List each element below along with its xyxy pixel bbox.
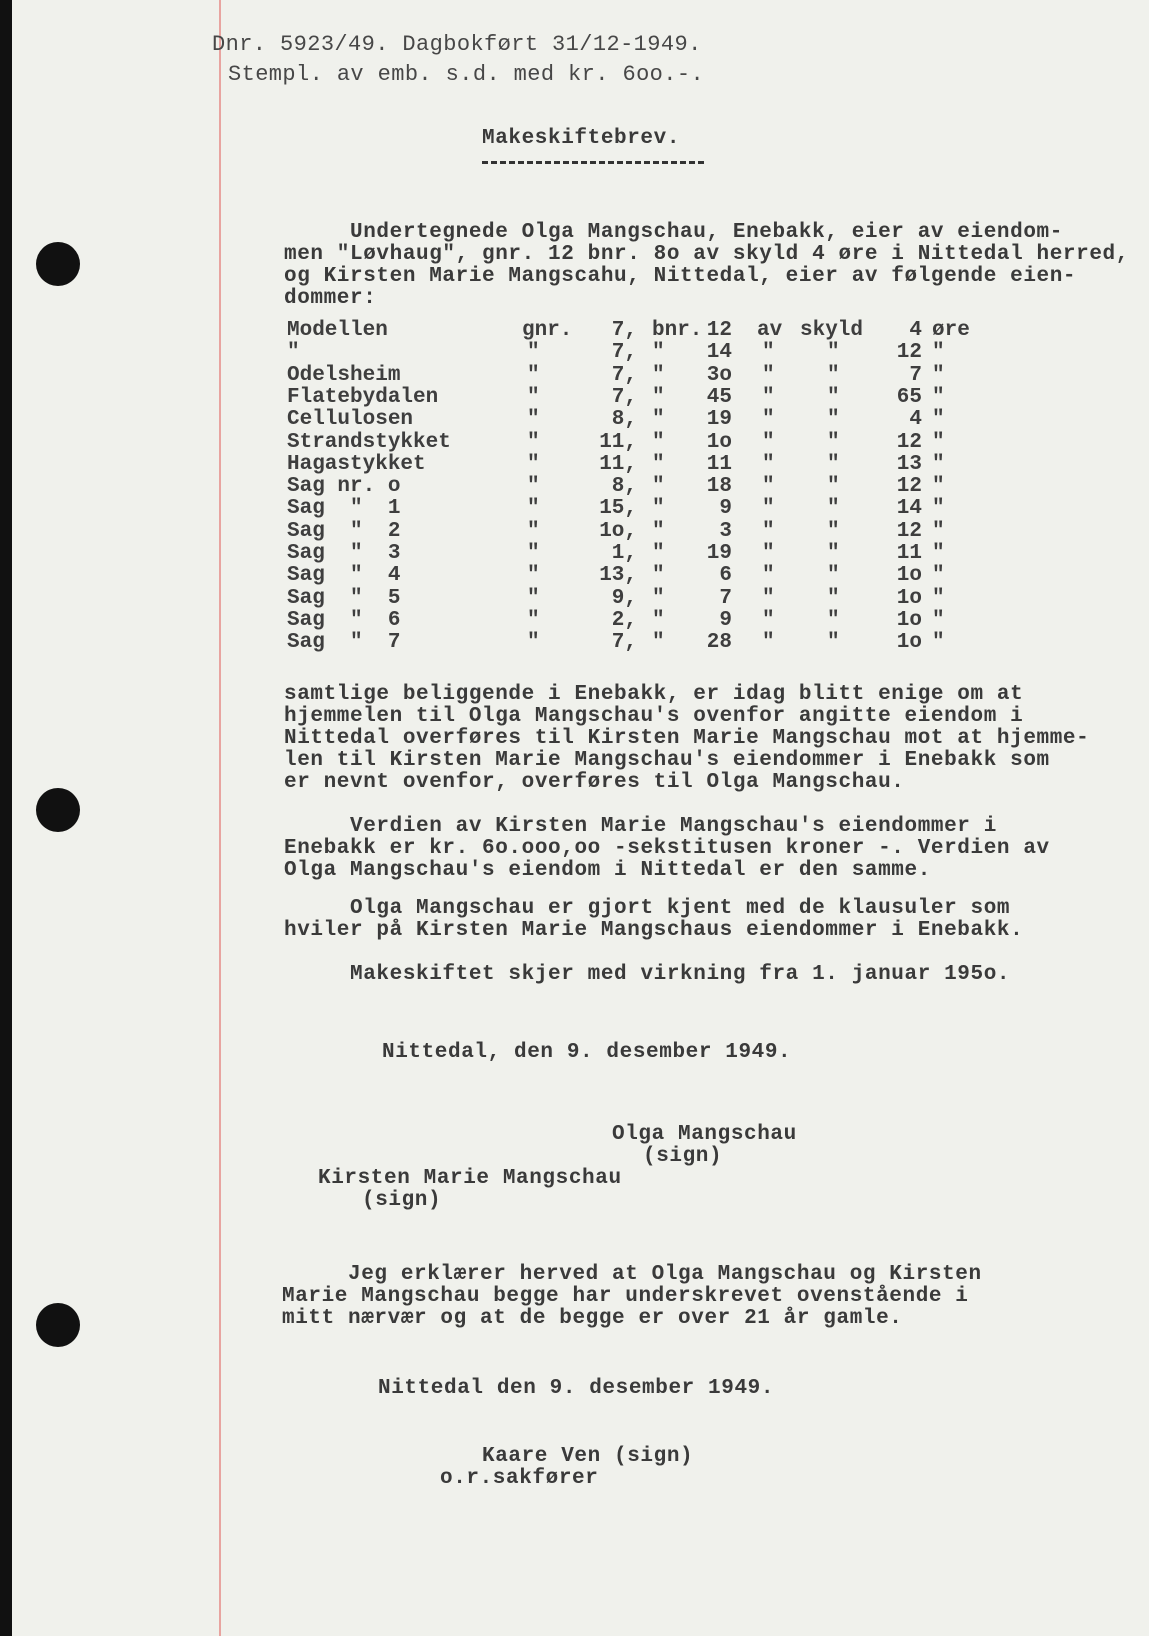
skyld-value: 1o [896, 608, 922, 632]
av-label: av [757, 319, 783, 342]
ditto-mark: " [527, 608, 540, 632]
ditto-mark: " [527, 631, 540, 655]
unit-value: " [932, 408, 945, 432]
place-date: Nittedal, den 9. desember 1949. [382, 1041, 792, 1064]
text-line: hjemmelen til Olga Mangschau's ovenfor angitte eiendom i [284, 705, 1024, 728]
ditto-mark: " [762, 341, 775, 365]
unit-value: " [932, 608, 945, 632]
property-name: Sag nr. o [287, 475, 401, 499]
unit-value: " [932, 475, 945, 499]
stamp-line: Stempl. av emb. s.d. med kr. 6oo.-. [228, 62, 705, 87]
ditto-mark: " [762, 631, 775, 655]
place-date: Nittedal den 9. desember 1949. [378, 1377, 775, 1400]
skyld-value: 12 [896, 430, 922, 454]
text-line: Jeg erklærer herved at Olga Mangschau og Kirsten [282, 1263, 982, 1286]
bnr-value: 19 [706, 408, 732, 432]
gnr-value: 7, [611, 363, 637, 387]
bnr-value: 3o [706, 363, 732, 387]
witness-title: o.r.sakfører [440, 1467, 599, 1490]
ditto-mark: " [827, 475, 840, 499]
ditto-mark: " [762, 519, 775, 543]
gnr-value: 1o, [599, 519, 637, 543]
document-title: Makeskiftebrev. [482, 127, 681, 150]
skyld-value: 4 [909, 408, 922, 432]
ditto-mark: " [827, 363, 840, 387]
ditto-mark: " [652, 542, 665, 565]
skyld-value: 11 [896, 542, 922, 565]
text-line: len til Kirsten Marie Mangschau's eiendommer i Enebakk som [284, 749, 1050, 772]
ditto-mark: " [527, 564, 540, 588]
ditto-mark: " [762, 608, 775, 632]
bnr-value: 18 [706, 475, 732, 499]
skyld-value: 4 [909, 319, 922, 342]
signature-kirsten-name: Kirsten Marie Mangschau [318, 1167, 622, 1190]
unit-value: " [932, 586, 945, 610]
ditto-mark: " [762, 564, 775, 588]
gnr-value: 8, [611, 408, 637, 432]
gnr-value: 1, [611, 542, 637, 565]
ditto-mark: " [827, 586, 840, 610]
skyld-value: 1o [896, 631, 922, 655]
text-line: Marie Mangschau begge har underskrevet ovenstående i [282, 1285, 969, 1308]
ditto-mark: " [527, 430, 540, 454]
text-line: Undertegnede Olga Mangschau, Enebakk, eier av eiendom- [284, 221, 1063, 244]
ditto-mark: " [527, 408, 540, 432]
ditto-mark: " [827, 452, 840, 476]
ditto-mark: " [762, 430, 775, 454]
skyld-value: 12 [896, 519, 922, 543]
property-name: Hagastykket [287, 452, 426, 476]
unit-value: " [932, 542, 945, 565]
unit-value: " [932, 631, 945, 655]
ditto-mark: " [527, 542, 540, 565]
ditto-mark: " [827, 497, 840, 521]
unit-value: øre [932, 319, 970, 342]
ditto-mark: " [762, 452, 775, 476]
effective-date-paragraph: Makeskiftet skjer med virkning fra 1. januar 195o. [284, 963, 1011, 986]
ditto-mark: " [652, 519, 665, 543]
bnr-value: 14 [706, 341, 732, 365]
gnr-label: gnr. [522, 319, 573, 342]
skyld-value: 13 [896, 452, 922, 476]
ditto-mark: " [827, 608, 840, 632]
skyld-value: 1o [896, 586, 922, 610]
ditto-mark: " [827, 430, 840, 454]
skyld-value: 7 [909, 363, 922, 387]
bnr-value: 12 [706, 319, 732, 342]
ditto-mark: " [527, 452, 540, 476]
gnr-value: 8, [611, 475, 637, 499]
ditto-mark: " [762, 475, 775, 499]
ditto-mark: " [652, 430, 665, 454]
bnr-value: 3 [719, 519, 732, 543]
ditto-mark: " [652, 608, 665, 632]
property-name: Sag " 5 [287, 586, 401, 610]
bnr-value: 45 [706, 385, 732, 409]
ditto-mark: " [652, 475, 665, 499]
ditto-mark: " [652, 408, 665, 432]
bnr-value: 19 [706, 542, 732, 565]
text-line: Enebakk er kr. 6o.ooo,oo -sekstitusen kroner -. Verdien av [284, 837, 1050, 860]
property-name: Odelsheim [287, 363, 401, 387]
ditto-mark: " [652, 586, 665, 610]
bnr-value: 28 [706, 631, 732, 655]
ditto-mark: " [652, 452, 665, 476]
bnr-value: 9 [719, 497, 732, 521]
bnr-label: bnr. [652, 319, 703, 342]
unit-value: " [932, 430, 945, 454]
unit-value: " [932, 519, 945, 543]
gnr-value: 9, [611, 586, 637, 610]
text-line: samtlige beliggende i Enebakk, er idag blitt enige om at [284, 683, 1024, 706]
ditto-mark: " [762, 497, 775, 521]
text-line: Olga Mangschau er gjort kjent med de klausuler som [284, 897, 1011, 920]
gnr-value: 2, [611, 608, 637, 632]
ditto-mark: " [527, 363, 540, 387]
text-line: er nevnt ovenfor, overføres til Olga Mangschau. [284, 771, 905, 794]
ditto-mark: " [762, 586, 775, 610]
unit-value: " [932, 564, 945, 588]
ditto-mark: " [762, 363, 775, 387]
title-underline [482, 161, 704, 164]
ditto-mark: " [527, 519, 540, 543]
ditto-mark: " [827, 631, 840, 655]
bnr-value: 7 [719, 586, 732, 610]
property-name: Sag " 7 [287, 631, 401, 655]
ditto-mark: " [527, 385, 540, 409]
signature-kirsten-sign: (sign) [362, 1189, 442, 1212]
unit-value: " [932, 363, 945, 387]
ditto-mark: " [827, 341, 840, 365]
ditto-mark: " [652, 363, 665, 387]
text-line: mitt nærvær og at de begge er over 21 år gamle. [282, 1307, 903, 1330]
ditto-mark: " [762, 385, 775, 409]
ditto-mark: " [527, 341, 540, 365]
ditto-mark: " [652, 564, 665, 588]
ditto-mark: " [827, 542, 840, 565]
property-name: Modellen [287, 319, 388, 342]
unit-value: " [932, 341, 945, 365]
signature-olga-sign: (sign) [643, 1145, 723, 1168]
text-line: men "Løvhaug", gnr. 12 bnr. 8o av skyld 4 øre i Nittedal herred, [284, 243, 1129, 266]
skyld-value: 14 [896, 497, 922, 521]
text-line: dommer: [284, 287, 377, 310]
gnr-value: 7, [611, 319, 637, 342]
property-name: Sag " 1 [287, 497, 401, 521]
unit-value: " [932, 497, 945, 521]
ditto-mark: " [652, 631, 665, 655]
ditto-mark: " [762, 408, 775, 432]
property-name: Flatebydalen [287, 385, 439, 409]
property-name: Sag " 2 [287, 519, 401, 543]
text-line: hviler på Kirsten Marie Mangschaus eiendommer i Enebakk. [284, 919, 1024, 942]
property-name: Sag " 3 [287, 542, 401, 565]
text-line: Nittedal overføres til Kirsten Marie Mangschau mot at hjemme- [284, 727, 1090, 750]
bnr-value: 9 [719, 608, 732, 632]
gnr-value: 13, [599, 564, 637, 588]
property-name: Sag " 6 [287, 608, 401, 632]
ditto-mark: " [827, 385, 840, 409]
ditto-mark: " [527, 586, 540, 610]
gnr-value: 15, [599, 497, 637, 521]
margin-line [219, 0, 221, 1636]
skyld-value: 1o [896, 564, 922, 588]
ditto-mark: " [827, 519, 840, 543]
ditto-mark: " [527, 497, 540, 521]
skyld-value: 12 [896, 475, 922, 499]
unit-value: " [932, 452, 945, 476]
gnr-value: 11, [599, 452, 637, 476]
bnr-value: 6 [719, 564, 732, 588]
ditto-mark: " [652, 341, 665, 365]
property-name: Sag " 4 [287, 564, 401, 588]
ditto-mark: " [827, 564, 840, 588]
registration-line: Dnr. 5923/49. Dagbokført 31/12-1949. [212, 32, 702, 57]
skyld-label: skyld [800, 319, 864, 342]
punch-hole [36, 242, 80, 286]
witness-name: Kaare Ven (sign) [482, 1445, 694, 1468]
property-name: Cellulosen [287, 408, 414, 432]
gnr-value: 7, [611, 631, 637, 655]
property-name: " [287, 341, 300, 365]
property-name: Strandstykket [287, 430, 451, 454]
gnr-value: 11, [599, 430, 637, 454]
ditto-mark: " [762, 542, 775, 565]
signature-olga-name: Olga Mangschau [612, 1123, 797, 1146]
text-line: Olga Mangschau's eiendom i Nittedal er den samme. [284, 859, 931, 882]
ditto-mark: " [827, 408, 840, 432]
punch-hole [36, 1303, 80, 1347]
skyld-value: 65 [896, 385, 922, 409]
ditto-mark: " [527, 475, 540, 499]
text-line: og Kirsten Marie Mangscahu, Nittedal, eier av følgende eien- [284, 265, 1077, 288]
text-line: Verdien av Kirsten Marie Mangschau's eiendommer i [284, 815, 997, 838]
ditto-mark: " [652, 385, 665, 409]
scan-left-edge [0, 0, 12, 1636]
bnr-value: 11 [706, 452, 732, 476]
gnr-value: 7, [611, 341, 637, 365]
punch-hole [36, 788, 80, 832]
ditto-mark: " [652, 497, 665, 521]
gnr-value: 7, [611, 385, 637, 409]
skyld-value: 12 [896, 341, 922, 365]
bnr-value: 1o [706, 430, 732, 454]
unit-value: " [932, 385, 945, 409]
